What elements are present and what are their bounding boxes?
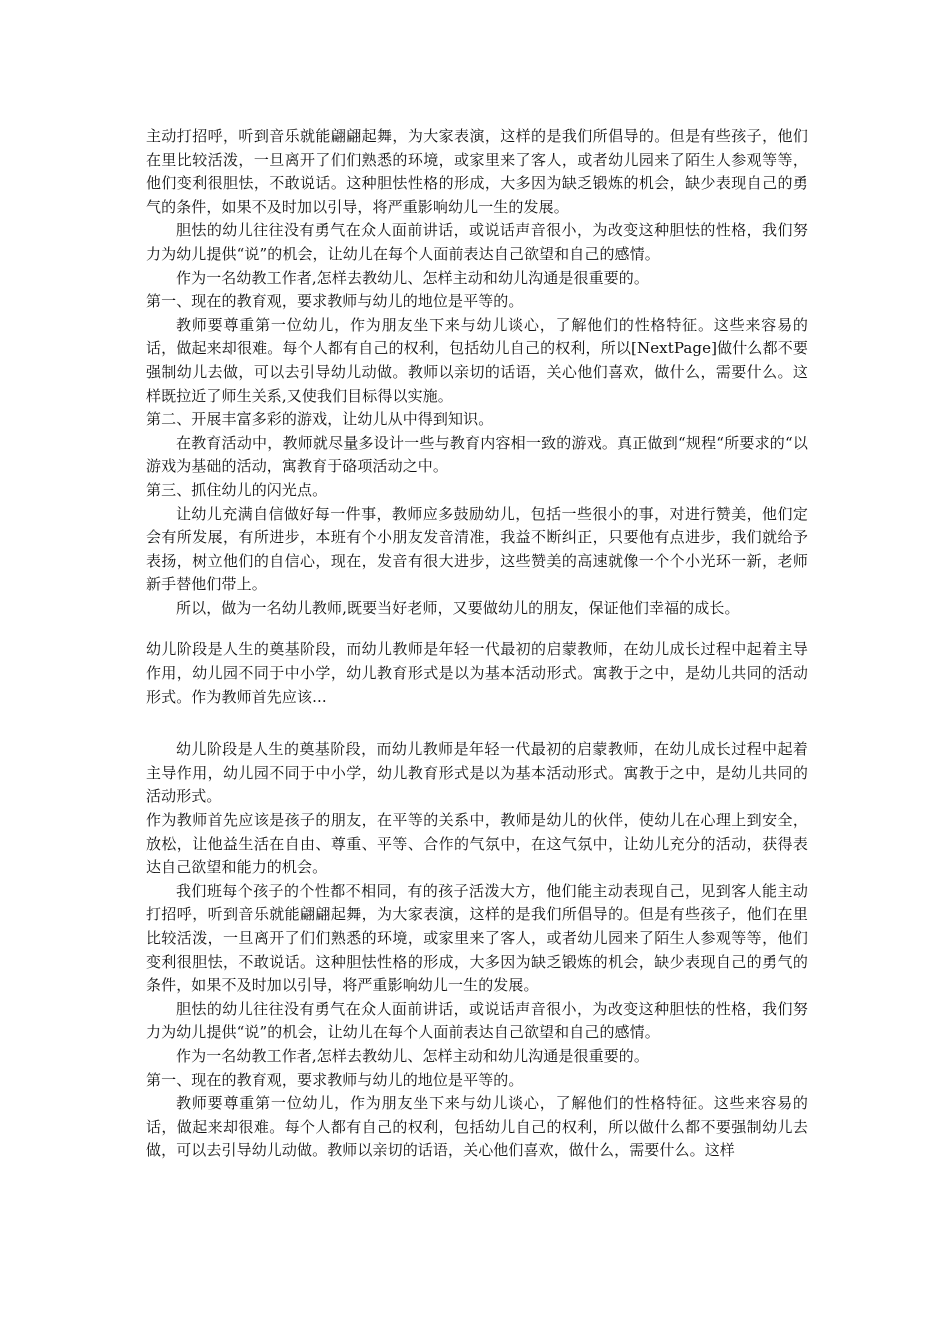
summary-paragraph: 幼儿阶段是人生的奠基阶段，而幼儿教师是年轻一代最初的启蒙教师，在幼儿成长过程中起着主导作用，幼儿园不同于中小学，幼儿教育形式是以为基本活动形式。寓教于之中，是幼儿共同的活动形式。作为教师首先应该... [146,640,808,706]
section-heading: 第一、现在的教育观，要求教师与幼儿的地位是平等的。 [146,292,524,311]
paragraph: 主动打招呼，听到音乐就能翩翩起舞，为大家表演，这样的是我们所倡导的。但是有些孩子，他们在里比较活泼，一旦离开了们们熟悉的环境，或家里来了客人，或者幼儿园来了陌生人参观等等，他们变利很胆怯，不敢说话。这种胆怯性格的形成，大多因为缺乏锻炼的机会，缺少表现自己的勇气的条件，如果不及时加以引导，将严重影响幼儿一生的发展。 [146,127,808,216]
paragraph: 所以，做为一名幼儿教师,既要当好老师，又要做幼儿的朋友，保证他们幸福的成长。 [176,598,740,617]
paragraph: 作为教师首先应该是孩子的朋友，在平等的关系中，教师是幼儿的伙伴，使幼儿在心理上到安全，放松，让他益生活在自由、尊重、平等、合作的气氛中，在这气氛中，让幼儿充分的活动，获得表达自己欲望和能力的机会。 [146,811,808,877]
paragraph: 教师要尊重第一位幼儿，作为朋友坐下来与幼儿谈心，了解他们的性格特征。这些来容易的话，做起来却很难。每个人都有自己的权利，包括幼儿自己的权利，所以[NextPage]做什么都不要强制幼儿去做，可以去引导幼儿动做。教师以亲切的话语，关心他们喜欢，做什么，需要什么。这样既拉近了师生关系,又使我们目标得以实施。 [146,315,808,405]
paragraph: 我们班每个孩子的个性都不相同，有的孩子活泼大方，他们能主动表现自己，见到客人能主动打招呼，听到音乐就能翩翩起舞，为大家表演，这样的是我们所倡导的。但是有些孩子，他们在里比较活泼，一旦离开了们们熟悉的环境，或家里来了客人，或者幼儿园来了陌生人参观等等，他们变利很胆怯，不敢说话。这种胆怯性格的形成，大多因为缺乏锻炼的机会，缺少表现自己的勇气的条件，如果不及时加以引导，将严重影响幼儿一生的发展。 [146,881,808,995]
section-heading: 第一、现在的教育观，要求教师与幼儿的地位是平等的。 [146,1070,524,1089]
paragraph: 在教育活动中，教师就尽量多设计一些与教育内容相一致的游戏。真正做到“规程“所要求的“以游戏为基础的活动，寓教育于硌项活动之中。 [146,433,808,476]
paragraph: 胆怯的幼儿往往没有勇气在众人面前讲话，或说话声音很小，为改变这种胆怯的性格，我们努力为幼儿提供“说”的机会，让幼儿在每个人面前表达自己欲望和自己的感情。 [146,221,808,263]
paragraph: 教师要尊重第一位幼儿，作为朋友坐下来与幼儿谈心，了解他们的性格特征。这些来容易的话，做起来却很难。每个人都有自己的权利，包括幼儿自己的权利，所以做什么都不要强制幼儿去做，可以去引导幼儿动做。教师以亲切的话语，关心他们喜欢，做什么，需要什么。这样 [146,1094,808,1160]
section-heading: 第二、开展丰富多彩的游戏，让幼儿从中得到知识。 [146,410,494,429]
paragraph: 作为一名幼教工作者,怎样去教幼儿、怎样主动和幼儿沟通是很重要的。 [176,1046,649,1065]
spacer [146,709,808,738]
paragraph: 作为一名幼教工作者,怎样去教幼儿、怎样主动和幼儿沟通是很重要的。 [176,268,649,287]
section-heading: 第三、抓住幼儿的闪光点。 [146,480,328,499]
paragraph: 让幼儿充满自信做好每一件事，教师应多鼓励幼儿，包括一些很小的事，对进行赞美，他们定会有所发展，有所进步，本班有个小朋友发音清准，我益不断纠正，只要他有点进步，我们就给予表扬，树立他们的自信心，现在，发音有很大进步，这些赞美的高速就像一个个小光环一新，老师新手替他们带上。 [146,504,808,594]
document-page [146,125,808,1163]
paragraph: 胆怯的幼儿往往没有勇气在众人面前讲话，或说话声音很小，为改变这种胆怯的性格，我们努力为幼儿提供“说”的机会，让幼儿在每个人面前表达自己欲望和自己的感情。 [146,999,808,1042]
spacer [146,620,808,638]
paragraph: 幼儿阶段是人生的奠基阶段，而幼儿教师是年轻一代最初的启蒙教师，在幼儿成长过程中起着主导作用，幼儿园不同于中小学，幼儿教育形式是以为基本活动形式。寓教于之中，是幼儿共同的活动形式。 [146,740,808,806]
